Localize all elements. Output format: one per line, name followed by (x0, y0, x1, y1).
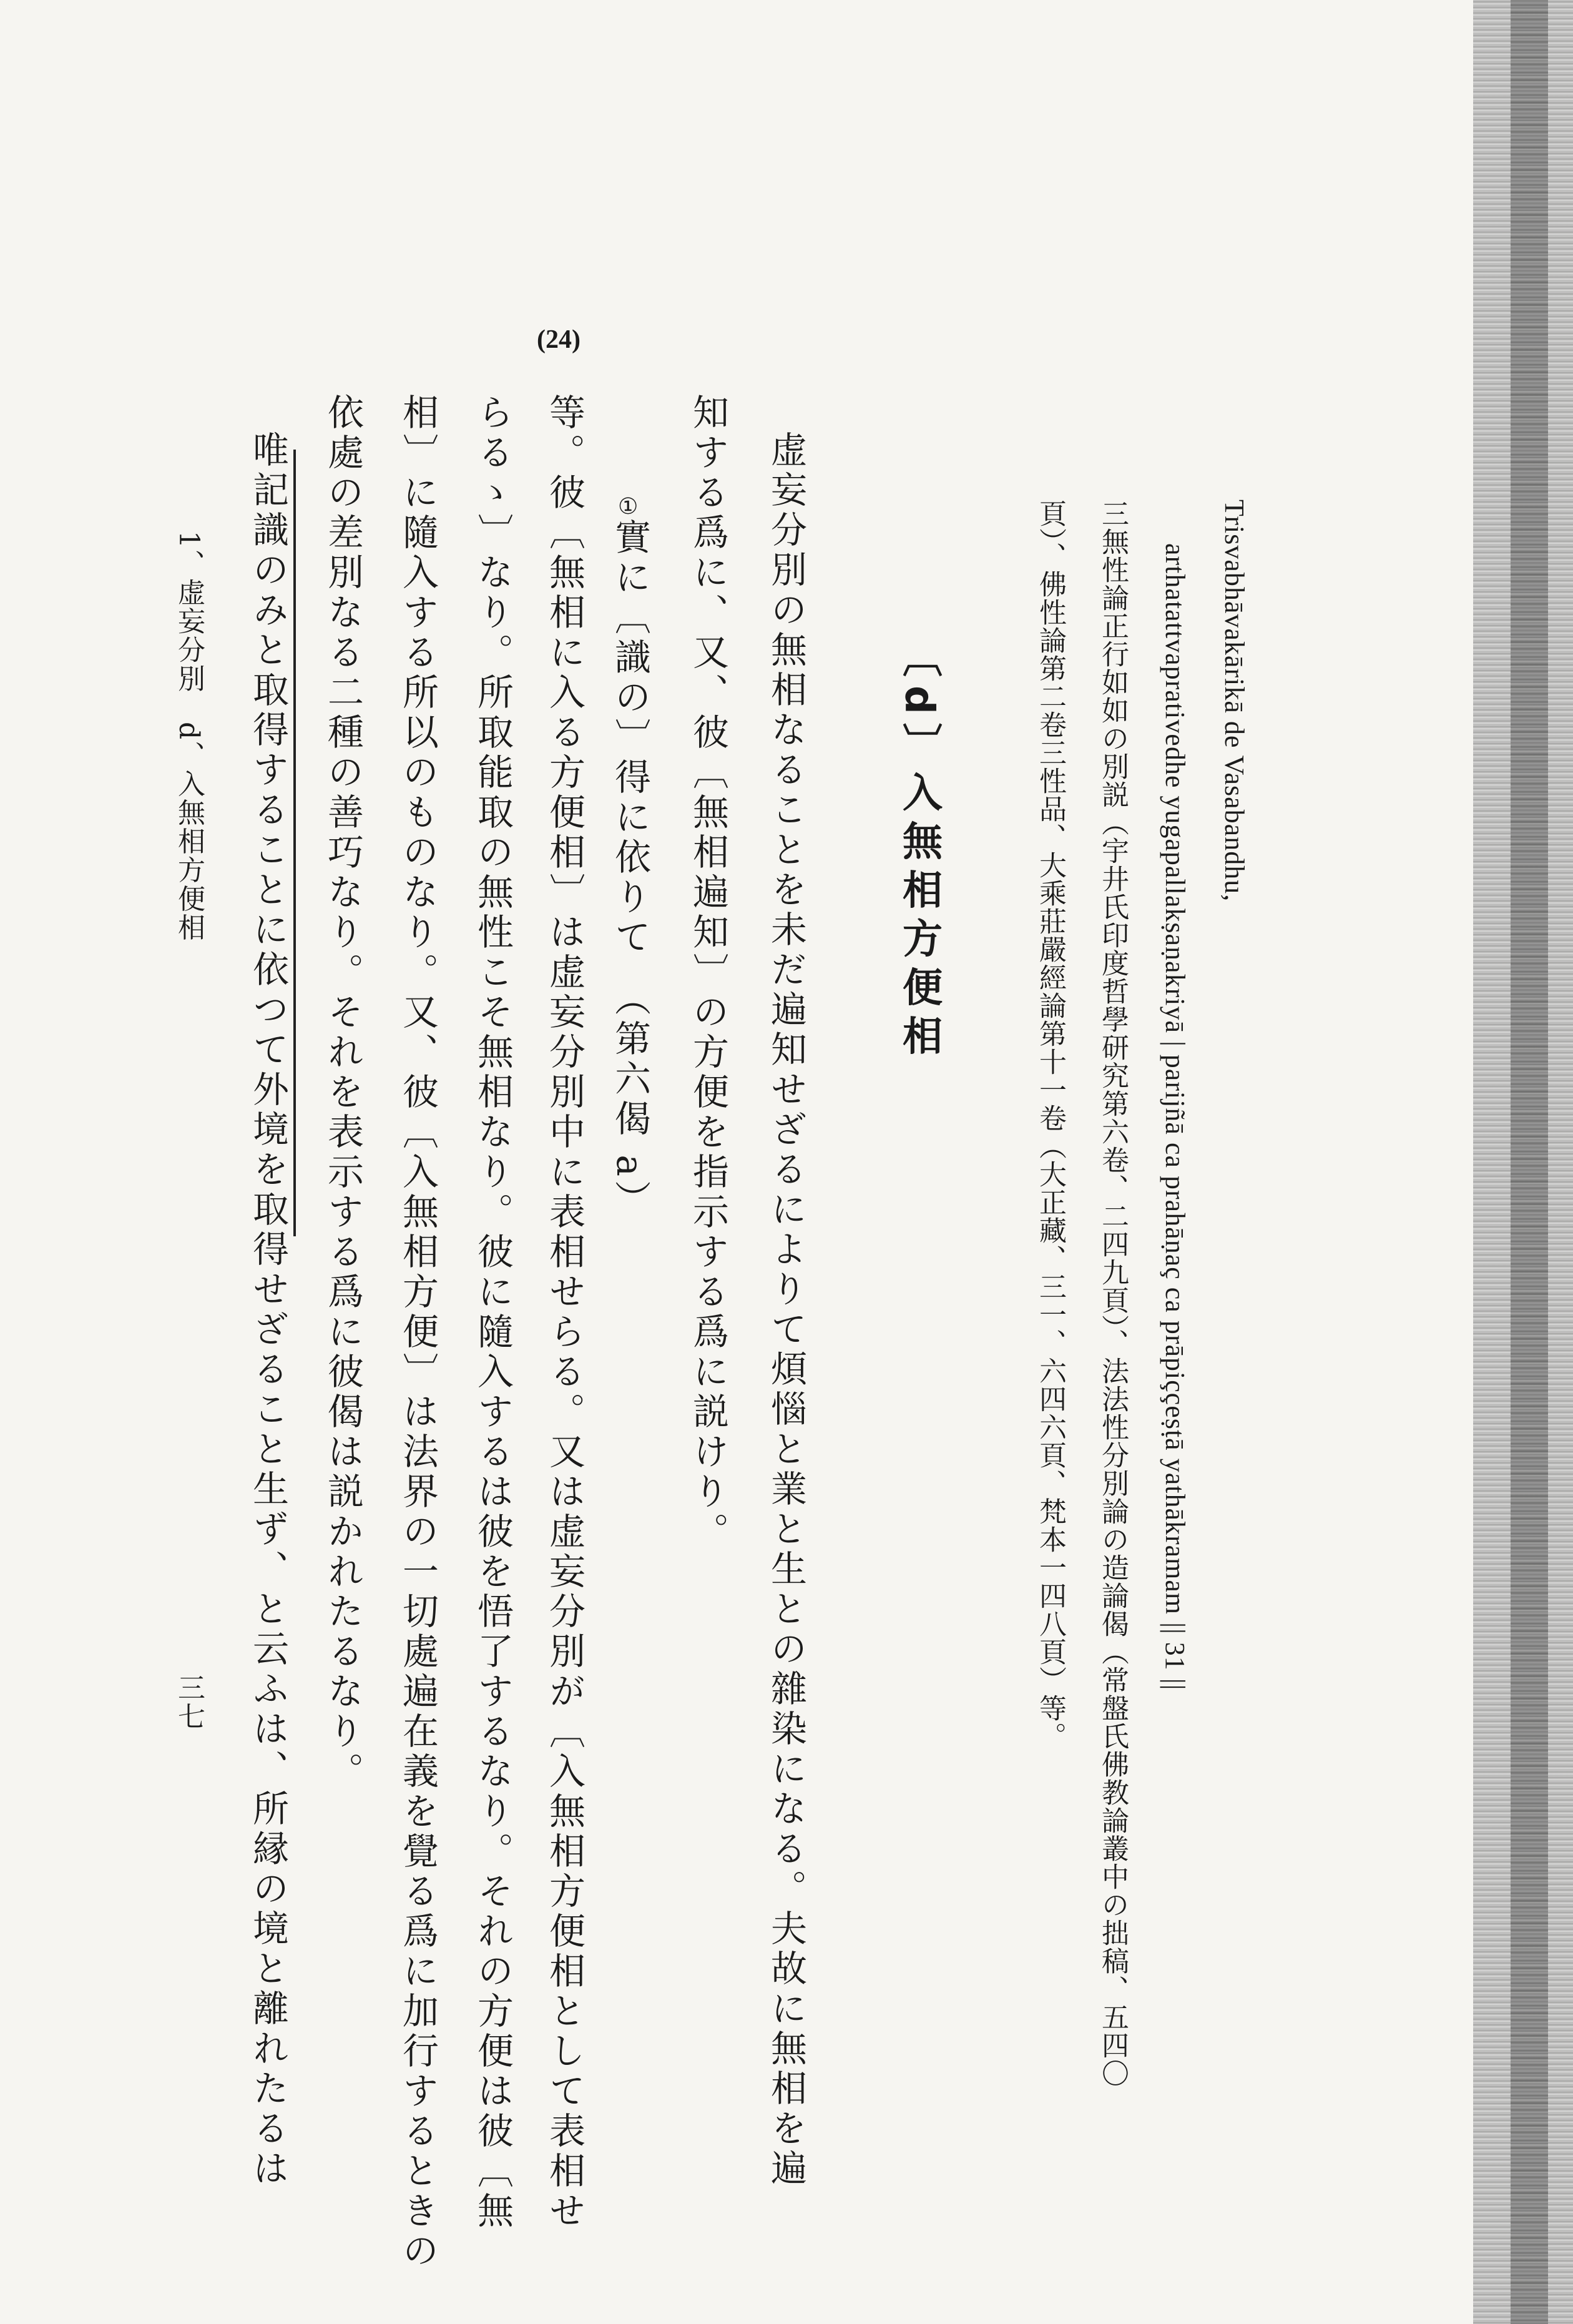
footer-title: 1、虚妄分別 d、入無相方便相 (173, 531, 205, 942)
body-line-7: 唯記識のみと取得することに依つて外境を取得せざること生ず、と云ふは、所縁の境と離れたるは (247, 431, 289, 2189)
reference-line-2: 頁）、佛性論第二卷三性品、大乘莊嚴經論第十一卷（大正藏、三一、六四六頁、梵本一四八頁）等。 (1034, 500, 1066, 1750)
verse-marker: ① (618, 494, 639, 519)
body-line-2: 知する爲に、又、彼〔無相遍知〕の方便を指示する爲に説けり。 (687, 393, 729, 1552)
margin-rule (293, 450, 296, 1236)
page-number: (24) (537, 325, 581, 354)
reference-line-1: 三無性論正行如如の別説（宇井氏印度哲學研究第六卷、二四九頁）、法法性分別論の造論偈（常盤氏佛教論叢中の拙稿、五四〇 (1097, 500, 1129, 2087)
footer-page-number: 三七 (173, 1673, 205, 1731)
latin-verse: arthatattvaprativedhe yugapallakṣaṇakriyā | parijñā ca prahāṇaç ca prāpiççeṣṭā yathākramam || 31 || (1160, 543, 1190, 1691)
body-line-4: らるゝ〕なり。所取能取の無性こそ無相なり。彼に隨入するは彼を悟了するなり。それの方便は彼〔無 (471, 393, 514, 2232)
body-line-5: 相〕に隨入する所以のものなり。又、彼〔入無相方便〕は法界の一切處遍在義を覺る爲に加行するときの (396, 393, 439, 2272)
body-line-6: 依處の差別なる二種の善巧なり。それを表示する爲に彼偈は説かれたるなり。 (321, 393, 364, 1792)
verse-quote: 實に〔識の〕得に依りて （第六偈 a） (609, 518, 651, 1221)
section-heading: 〔d〕入無相方便相 (896, 637, 942, 1064)
scan-edge-dark (1511, 0, 1548, 2324)
body-line-1: 虚妄分別の無相なることを未だ遍知せざるによりて煩惱と業と生との雜染になる。夫故に無相を遍 (765, 431, 807, 2189)
latin-title: Trisvabhāvakārikā de Vasabandhu, (1219, 500, 1250, 902)
body-line-3: 等。彼〔無相に入る方便相〕は虚妄分別中に表相せらる。又は虚妄分別が〔入無相方便相として表相せ (543, 393, 586, 2232)
